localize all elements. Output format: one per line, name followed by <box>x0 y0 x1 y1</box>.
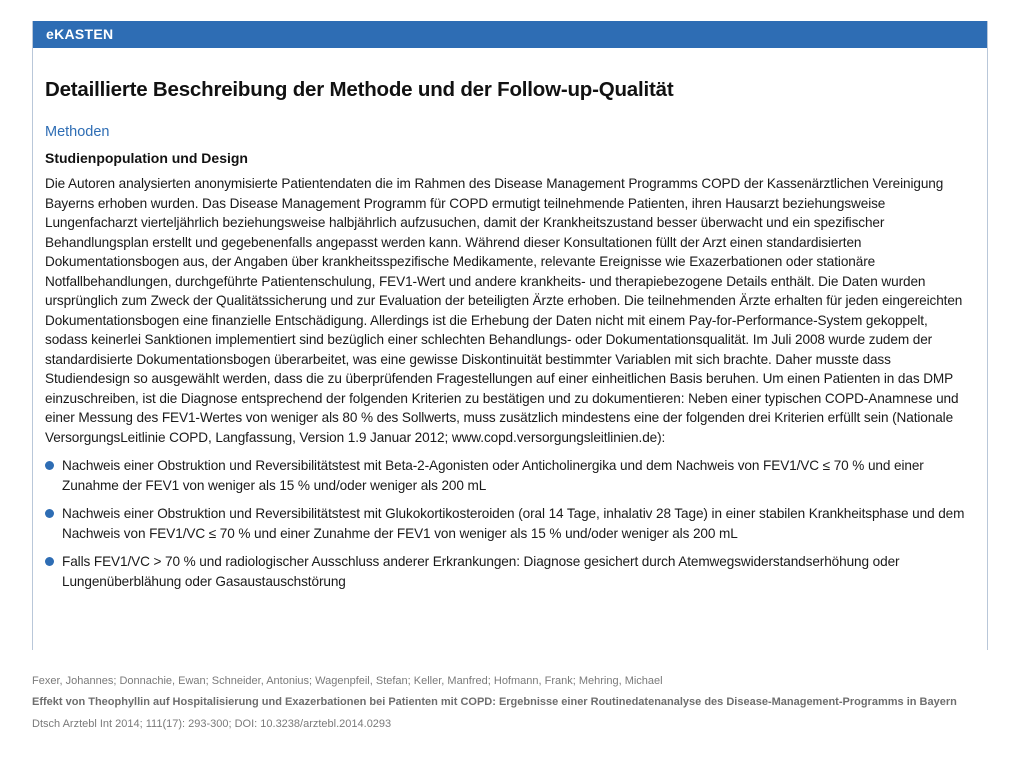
list-item-text: Nachweis einer Obstruktion und Reversibilitätstest mit Glukokortikosteroiden (oral 14 Tage, inhalativ 28 Tage) in einer stabilen Krankheitsphase und dem Nachweis von FEV1/VC ≤ 70 % und einer Zunahme der FEV1 von weniger als 15 % und/oder weniger als 200 mL <box>62 506 965 541</box>
section-heading: Methoden <box>45 124 110 140</box>
list-item-text: Falls FEV1/VC > 70 % und radiologischer Ausschluss anderer Erkrankungen: Diagnose gesichert durch Atemwegswiderstandserhöhung oder Lungenüberblähung oder Gasaustauschstörung <box>62 554 900 589</box>
page-title: Detaillierte Beschreibung der Methode und der Follow-up-Qualität <box>45 78 674 101</box>
subsection-heading: Studienpopulation und Design <box>45 150 248 166</box>
list-item <box>45 456 973 495</box>
list-item-text: Nachweis einer Obstruktion und Reversibilitätstest mit Beta-2-Agonisten oder Anticholinergika und dem Nachweis von FEV1/VC ≤ 70 % und einer Zunahme der FEV1 von weniger als 15 % und/oder weniger als 200 mL <box>62 458 924 493</box>
ekasten-label: eKASTEN <box>33 21 987 48</box>
criteria-list <box>45 456 973 591</box>
ekasten-body <box>33 78 987 591</box>
ekasten-box <box>32 21 988 650</box>
list-item <box>45 552 973 591</box>
citation-authors: Fexer, Johannes; Donnachie, Ewan; Schneider, Antonius; Wagenpfeil, Stefan; Keller, Manfred; Hofmann, Frank; Mehring, Michael <box>32 675 663 687</box>
bullet-dot-icon <box>45 557 54 566</box>
citation-title: Effekt von Theophyllin auf Hospitalisierung und Exazerbationen bei Patienten mit COPD: Ergebnisse einer Routinedatenanalyse des Disease-Management-Programms in Bayern <box>32 696 957 708</box>
list-item <box>45 504 973 543</box>
body-paragraph: Die Autoren analysierten anonymisierte Patientendaten die im Rahmen des Disease Management Programms COPD der Kassenärztlichen Vereinigung Bayerns erhoben wurden. Das Disease Management Programm für COPD ermutigt teilnehmende Patienten, ihren Hausarzt beziehungsweise Lungenfacharzt vierteljährlich beziehungsweise halbjährlich aufzusuchen, damit der Krankheitszustand besser überwacht und ein spezifischer Behandlungsplan erstellt und gegebenenfalls angepasst werden kann. Während dieser Konsultationen füllt der Arzt einen standardisierten Dokumentationsbogen aus, der Angaben über krankheitsspezifische Medikamente, relevante Ereignisse wie Exazerbationen oder stationäre Notfallbehandlungen, durchgeführte Patientenschulung, FEV1-Wert und andere krankheits- und therapiebezogene Details enthält. Die Daten wurden ursprünglich zum Zweck der Qualitätssicherung und zur Evaluation der beteiligten Ärzte erhoben. Die teilnehmenden Ärzte erhalten für jeden eingereichten Dokumentationsbogen eine finanzielle Entschädigung. Allerdings ist die Erhebung der Daten nicht mit einem Pay-for-Performance-System gekoppelt, sodass keinerlei Sanktionen implementiert sind bezüglich einer schlechten Behandlungs- oder Dokumentationsqualität. Im Juli 2008 wurde zudem der standardisierte Dokumentationsbogen überarbeitet, was eine gewisse Diskontinuität bestimmter Variablen mit sich brachte. Daher musste dass Studiendesign so ausgewählt werden, dass die zu überprüfenden Fragestellungen auf einer einheitlichen Basis beruhen. Um einen Patienten in das DMP einzuschreiben, ist die Diagnose entsprechend der folgenden Kriterien zu bestätigen und zu dokumentieren: Neben einer typischen COPD-Anamnese und einer Messung des FEV1-Wertes von weniger als 80 % des Sollwerts, muss zusätzlich mindestens eine der folgenden drei Kriterien erfüllt sein (Nationale VersorgungsLeitlinie COPD, Langfassung, Version 1.9 Januar 2012; www.copd.versorgungsleitlinien.de): <box>45 176 963 445</box>
citation-source: Dtsch Arztebl Int 2014; 111(17): 293-300; DOI: 10.3238/arztebl.2014.0293 <box>32 718 392 730</box>
bullet-dot-icon <box>45 461 54 470</box>
bullet-dot-icon <box>45 509 54 518</box>
citation-block <box>32 674 992 732</box>
